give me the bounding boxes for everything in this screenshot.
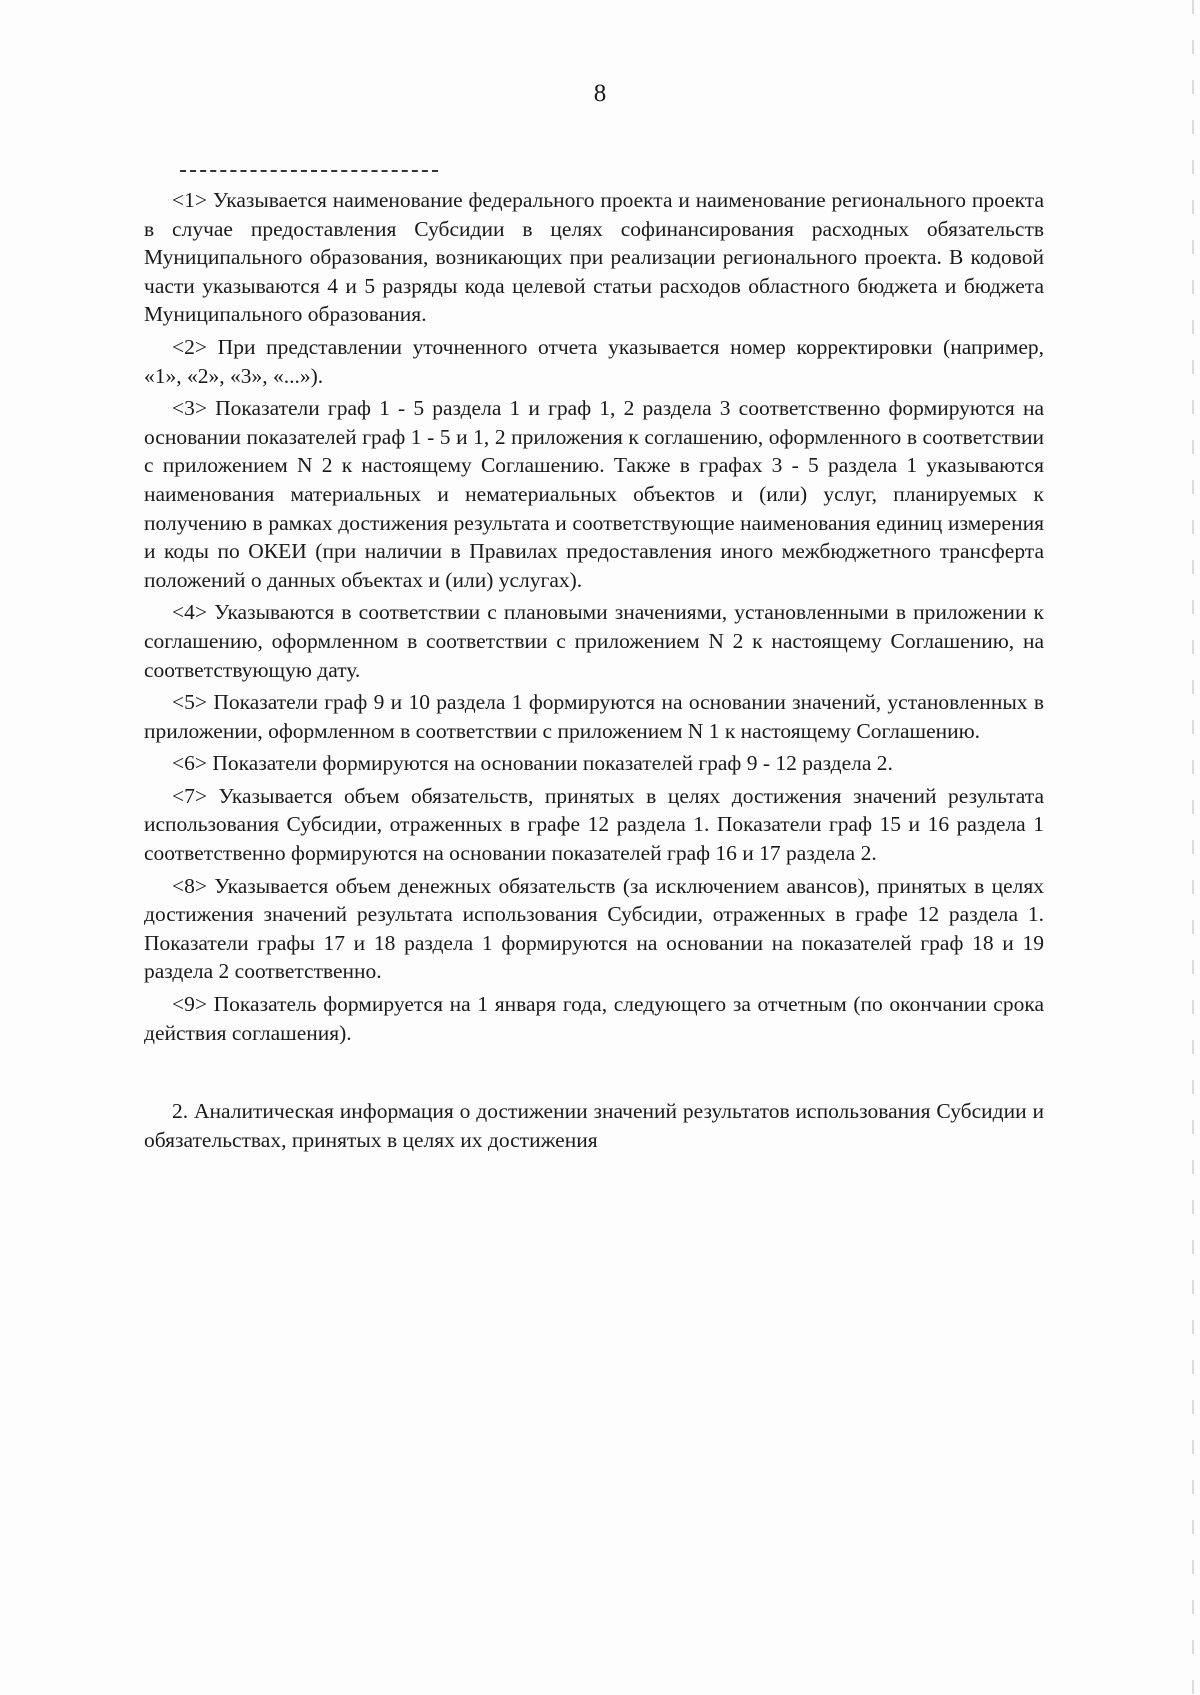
footnote-6: <6> Показатели формируются на основании показателей граф 9 - 12 раздела 2.: [172, 751, 893, 776]
footnote-separator: [180, 170, 438, 172]
footnote-2: <2> При представлении уточненного отчета указывается номер корректировки (например, «1», «2», «3», «...»).: [144, 334, 1044, 388]
scan-edge-mark: [1192, 0, 1194, 1695]
footnotes-list: [144, 186, 1044, 1051]
footnote-7: <7> Указывается объем обязательств, принятых в целях достижения значений результата использования Субсидии, отраженных в графе 12 раздела 1. Показатели граф 15 и 16 раздела 1 соответственно формируются на основании показателей граф 16 и 17 раздела 2.: [144, 783, 1044, 866]
page-number: 8: [593, 80, 607, 107]
footnote-4: <4> Указываются в соответствии с плановыми значениями, установленными в приложении к соглашению, оформленном в соответствии с приложением N 2 к настоящему Соглашению, на соответствующую дату.: [144, 600, 1044, 682]
footnote-5: <5> Показатели граф 9 и 10 раздела 1 формируются на основании значений, установленных в приложении, оформленном в соответствии с приложением N 1 к настоящему Соглашению.: [144, 690, 1044, 743]
footnote-3: <3> Показатели граф 1 - 5 раздела 1 и граф 1, 2 раздела 3 соответственно формируются на основании показателей граф 1 - 5 и 1, 2 приложения к соглашению, оформленного в соответствии с приложением N 2 к настоящему Соглашению. Также в графах 3 - 5 раздела 1 указываются наименования материальных и нематериальных объектов и (или) услуг, планируемых к получению в рамках достижения результата и соответствующие наименования единиц измерения и коды по ОКЕИ (при наличии в Правилах предоставления иного межбюджетного трансферта положений о данных объектах и (или) услугах).: [144, 396, 1044, 592]
footnote-1: <1> Указывается наименование федерального проекта и наименование регионального проекта в случае предоставления Субсидии в целях софинансирования расходных обязательств Муниципального образования, возникающих при реализации регионального проекта. В кодовой части указываются 4 и 5 разряды кода целевой статьи расходов областного бюджета и бюджета Муниципального образования.: [144, 188, 1044, 327]
footnote-8: <8> Указывается объем денежных обязательств (за исключением авансов), принятых в целях достижения значений результата использования Субсидии, отраженных в графе 12 раздела 1. Показатели графы 17 и 18 раздела 1 формируются на основании на показателей граф 18 и 19 раздела 2 соответственно.: [144, 873, 1044, 984]
section-heading: 2. Аналитическая информация о достижении значений результатов использования Субсидии и обязательствах, принятых в целях их достижения: [144, 1099, 1044, 1152]
footnote-9: <9> Показатель формируется на 1 января года, следующего за отчетным (по окончании срока действия соглашения).: [144, 992, 1044, 1045]
